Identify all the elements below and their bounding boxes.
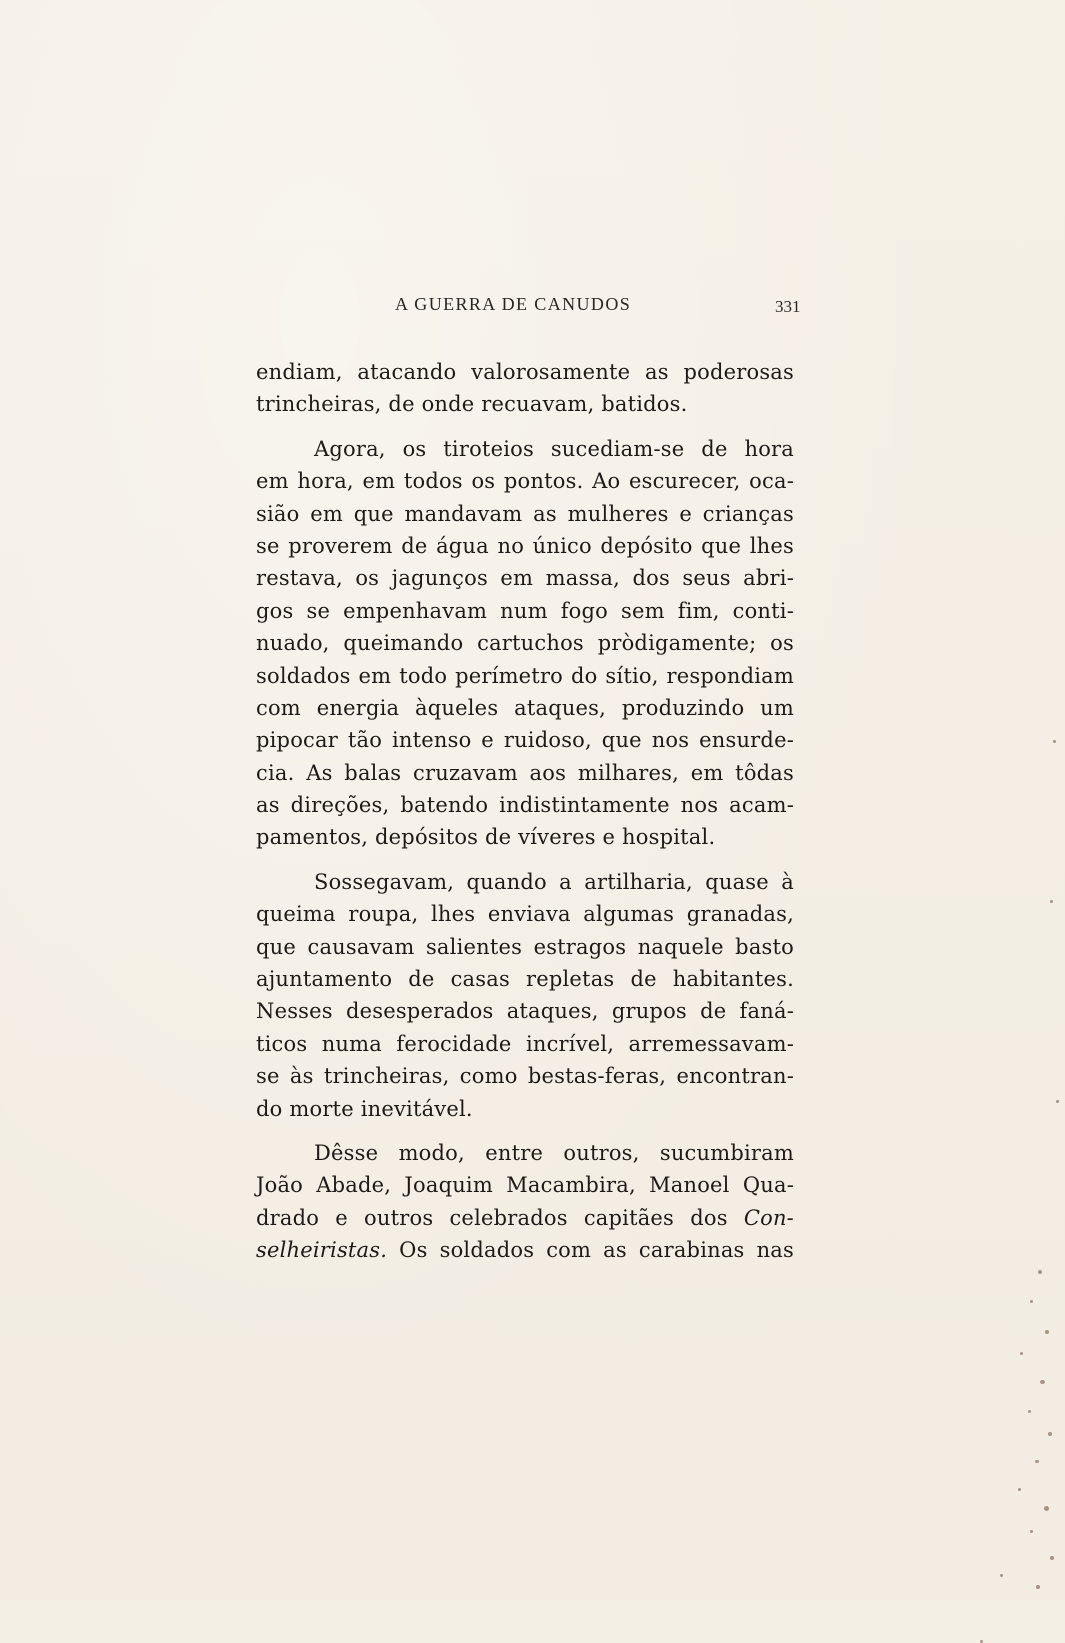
text-segment: drado e outros celebrados capitães dos [256,1205,728,1230]
text-line: Agora, os tiroteios sucediam-se de hora [314,436,794,461]
text-line [256,1202,794,1234]
speck [1028,1410,1031,1413]
text-line: Nesses desesperados ataques, grupos de faná- [256,999,794,1024]
text-line: pamentos, depósitos de víveres e hospital. [256,825,716,850]
text-line: se proverem de água no único depósito que lhes [256,533,794,558]
speck [1036,1585,1040,1589]
speck [1030,1300,1033,1303]
text-line: gos se empenhavam num fogo sem fim, conti- [256,598,794,623]
text-line: se às trincheiras, como bestas-feras, encontran- [256,1064,794,1089]
speck [1035,1460,1039,1463]
speck [1018,1488,1021,1491]
text-line: as direções, batendo indistintamente nos acam- [256,793,794,818]
speck [1056,1100,1059,1103]
speck [1038,1270,1042,1274]
text-segment: Os soldados com as carabinas nas [387,1238,794,1263]
speck [1050,900,1053,903]
text-line: ticos numa ferocidade incrível, arremessavam- [256,1031,794,1056]
text-line: cia. As balas cruzavam aos milhares, em tôdas [256,760,794,785]
speck [1040,1380,1045,1384]
speck [1053,740,1056,743]
speck [1044,1506,1049,1511]
text-line: do morte inevitável. [256,1096,473,1121]
text-line: restava, os jagunços em massa, dos seus abri- [256,566,794,591]
running-title: A GUERRA DE CANUDOS [395,294,632,314]
text-line: trincheiras, de onde recuavam, batidos. [256,392,688,417]
body-text [256,356,794,1267]
speck [1030,1530,1033,1533]
page-number: 331 [775,297,801,316]
text-line: com energia àqueles ataques, produzindo um [256,695,794,720]
text-line: endiam, atacando valorosamente as poderosas [256,360,794,384]
speck [1000,1574,1003,1577]
text-line: sião em que mandavam as mulheres e crianças [256,501,794,526]
text-line: ajuntamento de casas repletas de habitantes. [256,967,794,992]
paragraph-2 [256,433,794,854]
text-line: pipocar tão intenso e ruidoso, que nos ensurde- [256,728,794,753]
paragraph-3 [256,866,794,1125]
paragraph-4 [256,1137,794,1267]
speck [1020,1352,1023,1355]
text-line: Dêsse modo, entre outros, sucumbiram [314,1140,794,1165]
speck [1048,1432,1052,1436]
text-line: soldados em todo perímetro do sítio, respondiam [256,663,794,688]
italic-word: selheiristas. [256,1238,388,1263]
text-line: queima roupa, lhes enviava algumas granadas, [256,902,794,927]
text-line: João Abade, Joaquim Macambira, Manoel Qua- [256,1173,794,1198]
text-line: que causavam salientes estragos naquele basto [256,934,794,959]
speck [1050,1556,1054,1560]
text-line: nuado, queimando cartuchos pròdigamente; os [256,631,794,656]
paragraph-1 [256,356,794,421]
text-line: em hora, em todos os pontos. Ao escurecer, oca- [256,469,794,494]
italic-word: Con- [743,1205,794,1230]
speck [1045,1330,1049,1334]
text-line [256,1234,794,1266]
text-line: Sossegavam, quando a artilharia, quase à [314,869,794,894]
